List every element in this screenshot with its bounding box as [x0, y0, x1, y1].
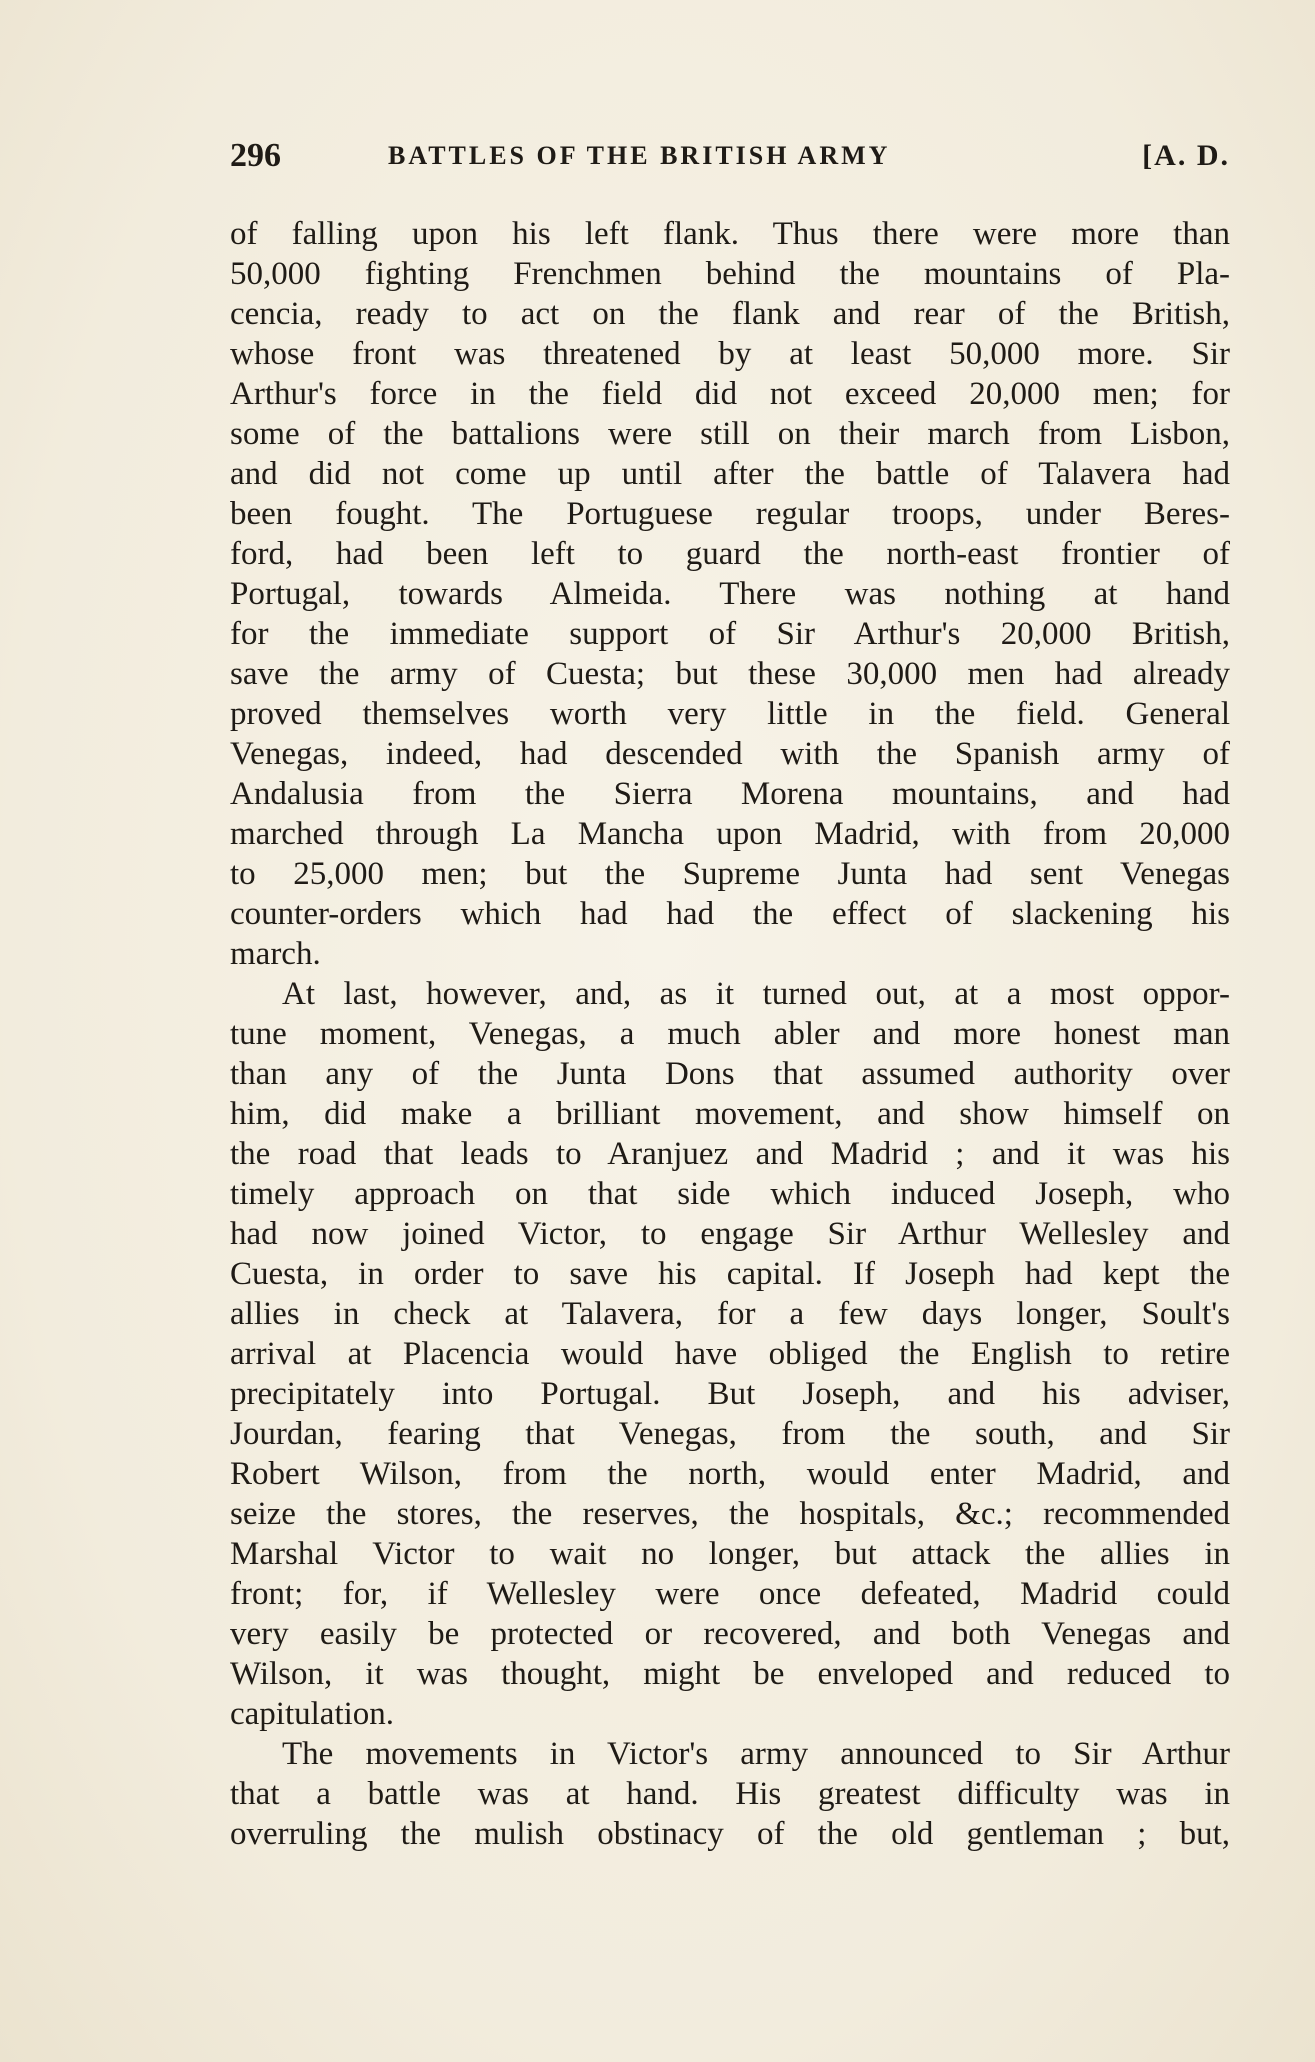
text-line: for the immediate support of Sir Arthur's 20,000 British,: [230, 616, 1230, 652]
text-line: very easily be protected or recovered, and both Venegas and: [230, 1616, 1230, 1652]
book-title: BATTLES OF THE BRITISH ARMY: [388, 141, 891, 170]
text-line: capitulation.: [230, 1696, 395, 1732]
text-line: save the army of Cuesta; but these 30,000 men had already: [230, 656, 1230, 692]
text-line: had now joined Victor, to engage Sir Arthur Wellesley and: [230, 1216, 1230, 1252]
text-line: marched through La Mancha upon Madrid, with from 20,000: [230, 816, 1230, 852]
text-line: Portugal, towards Almeida. There was nothing at hand: [230, 576, 1230, 612]
text-line: timely approach on that side which induced Joseph, who: [230, 1176, 1230, 1212]
text-line: to 25,000 men; but the Supreme Junta had sent Venegas: [230, 856, 1230, 892]
text-line: march.: [230, 936, 321, 972]
text-line: cencia, ready to act on the flank and rear of the British,: [230, 296, 1230, 332]
running-head: [230, 136, 1230, 176]
text-line: whose front was threatened by at least 50,000 more. Sir: [230, 336, 1230, 372]
text-line: that a battle was at hand. His greatest difficulty was in: [230, 1776, 1230, 1812]
text-line: Jourdan, fearing that Venegas, from the south, and Sir: [230, 1416, 1230, 1452]
text-line: of falling upon his left flank. Thus there were more than: [230, 216, 1230, 252]
year-reference: [A. D.: [1142, 139, 1230, 172]
body-text: [230, 214, 1230, 1854]
text-line: Arthur's force in the field did not exceed 20,000 men; for: [230, 376, 1230, 412]
text-line: 50,000 fighting Frenchmen behind the mountains of Pla-: [230, 256, 1230, 292]
text-line: ford, had been left to guard the north-east frontier of: [230, 536, 1230, 572]
text-line: Andalusia from the Sierra Morena mountains, and had: [230, 776, 1230, 812]
text-line: him, did make a brilliant movement, and show himself on: [230, 1096, 1230, 1132]
text-line: overruling the mulish obstinacy of the old gentleman ; but,: [230, 1816, 1230, 1852]
text-line: some of the battalions were still on their march from Lisbon,: [230, 416, 1230, 452]
text-line: The movements in Victor's army announced to Sir Arthur: [282, 1736, 1230, 1772]
text-line: proved themselves worth very little in the field. General: [230, 696, 1230, 732]
text-line: the road that leads to Aranjuez and Madrid ; and it was his: [230, 1136, 1230, 1172]
text-line: Cuesta, in order to save his capital. If Joseph had kept the: [230, 1256, 1230, 1292]
text-line: front; for, if Wellesley were once defeated, Madrid could: [230, 1576, 1230, 1612]
text-line: and did not come up until after the battle of Talavera had: [230, 456, 1230, 492]
text-line: allies in check at Talavera, for a few days longer, Soult's: [230, 1296, 1230, 1332]
text-line: At last, however, and, as it turned out, at a most oppor-: [282, 976, 1230, 1012]
text-line: counter-orders which had had the effect of slackening his: [230, 896, 1230, 932]
text-line: seize the stores, the reserves, the hospitals, &c.; recommended: [230, 1496, 1230, 1532]
text-line: Robert Wilson, from the north, would enter Madrid, and: [230, 1456, 1230, 1492]
page-number: 296: [230, 137, 281, 174]
text-line: Wilson, it was thought, might be enveloped and reduced to: [230, 1656, 1230, 1692]
text-line: Marshal Victor to wait no longer, but attack the allies in: [230, 1536, 1230, 1572]
text-line: Venegas, indeed, had descended with the Spanish army of: [230, 736, 1230, 772]
text-line: precipitately into Portugal. But Joseph, and his adviser,: [230, 1376, 1230, 1412]
text-line: arrival at Placencia would have obliged the English to retire: [230, 1336, 1230, 1372]
text-line: than any of the Junta Dons that assumed authority over: [230, 1056, 1230, 1092]
text-line: been fought. The Portuguese regular troops, under Beres-: [230, 496, 1230, 532]
text-line: tune moment, Venegas, a much abler and more honest man: [230, 1016, 1230, 1052]
